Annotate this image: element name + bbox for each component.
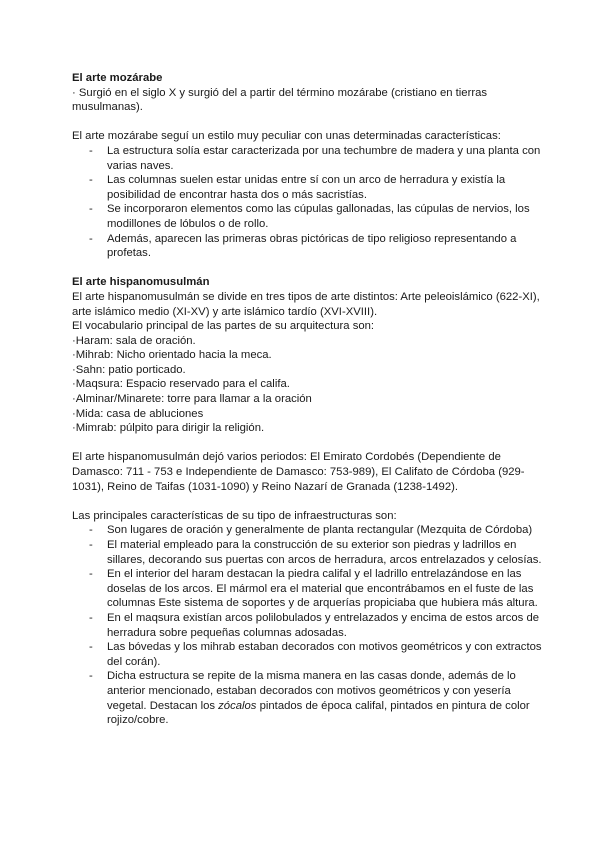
vocab-item: ·Maqsura: Espacio reservado para el califa.	[72, 378, 290, 391]
list-item: - La estructura solía estar caracterizada por una techumbre de madera y una planta con varias naves.	[72, 144, 552, 173]
mozarabe-style-intro: El arte mozárabe seguí un estilo muy peculiar con unas determinadas características:	[72, 130, 501, 143]
list-item: - Las columnas suelen estar unidas entre sí con un arco de herradura y existía la posibilidad de encontrar hasta dos o más sacristías.	[72, 173, 552, 202]
features-intro: Las principales características de su tipo de infraestructuras son:	[72, 509, 397, 522]
list-item: - Las bóvedas y los mihrab estaban decorados con motivos geométricos y con extractos del corán).	[72, 640, 552, 669]
last-feature-emphasis: zócalos	[218, 699, 257, 712]
list-item: - En el maqsura existían arcos polilobulados y entrelazados y encima de estos arcos de herradura sobre pequeñas columnas adosadas.	[72, 611, 552, 640]
heading-hispanomusulman: El arte hispanomusulmán	[72, 276, 210, 289]
vocab-item: ·Mihrab: Nicho orientado hacia la meca.	[72, 349, 272, 362]
last-feature-before: Dicha estructura se repite de la misma manera en las casas donde, además de lo anterior mencionado, estaban decorados con motivos geométricos y con yesería vegetal. Destacan los	[107, 670, 516, 712]
vocab-item: ·Mimrab: púlpito para dirigir la religión.	[72, 422, 265, 435]
list-item: - Además, aparecen las primeras obras pictóricas de tipo religioso representando a profetas.	[72, 232, 552, 261]
document-page	[72, 71, 552, 728]
list-item: - Se incorporaron elementos como las cúpulas gallonadas, las cúpulas de nervios, los modillones de lóbulos o de rollo.	[72, 202, 552, 231]
vocab-intro: El vocabulario principal de las partes de su arquitectura son:	[72, 320, 375, 333]
vocab-item: ·Sahn: patio porticado.	[72, 363, 186, 376]
last-feature-after: pintados de época califal, pintados en pintura de color rojizo/cobre.	[107, 699, 530, 727]
vocab-item: ·Haram: sala de oración.	[72, 334, 196, 347]
list-item	[72, 669, 552, 727]
heading-mozarabe: El arte mozárabe	[72, 72, 163, 84]
vocab-item: ·Mida: casa de abluciones	[72, 407, 204, 420]
mozarabe-intro: · Surgió en el siglo X y surgió del a partir del término mozárabe (cristiano en tierras musulmanas).	[72, 86, 488, 114]
hispanomusulman-intro: El arte hispanomusulmán se divide en tres tipos de arte distintos: Arte peleoislámico (622-XI), arte islámico medio (XI-XV) y arte islámico tardío (XVI-XVIII).	[72, 290, 540, 318]
mozarabe-list	[72, 144, 552, 261]
list-item: - Son lugares de oración y generalmente de planta rectangular (Mezquita de Córdoba)	[72, 523, 552, 538]
list-item: - En el interior del haram destacan la piedra califal y el ladrillo entrelazándose en las doselas de los arcos. El mármol era el material que encontrábamos en el fuste de las columnas Este sistema de soportes y de arquerías propiciaba que hubiera más altura.	[72, 567, 552, 611]
periods-paragraph: El arte hispanomusulmán dejó varios periodos: El Emirato Cordobés (Dependiente de Damasco: 711 - 753 e Independiente de Damasco: 753-989), El Califato de Córdoba (929-1031), Reino de Taifas (1031-1090) y Reino Nazarí de Granada (1238-1492).	[72, 451, 525, 493]
features-list	[72, 523, 552, 727]
vocab-item: ·Alminar/Minarete: torre para llamar a la oración	[72, 393, 312, 406]
list-item: - El material empleado para la construcción de su exterior son piedras y ladrillos en sillares, decorando sus puertas con arcos de herradura, arcos entrelazados y celosías.	[72, 538, 552, 567]
